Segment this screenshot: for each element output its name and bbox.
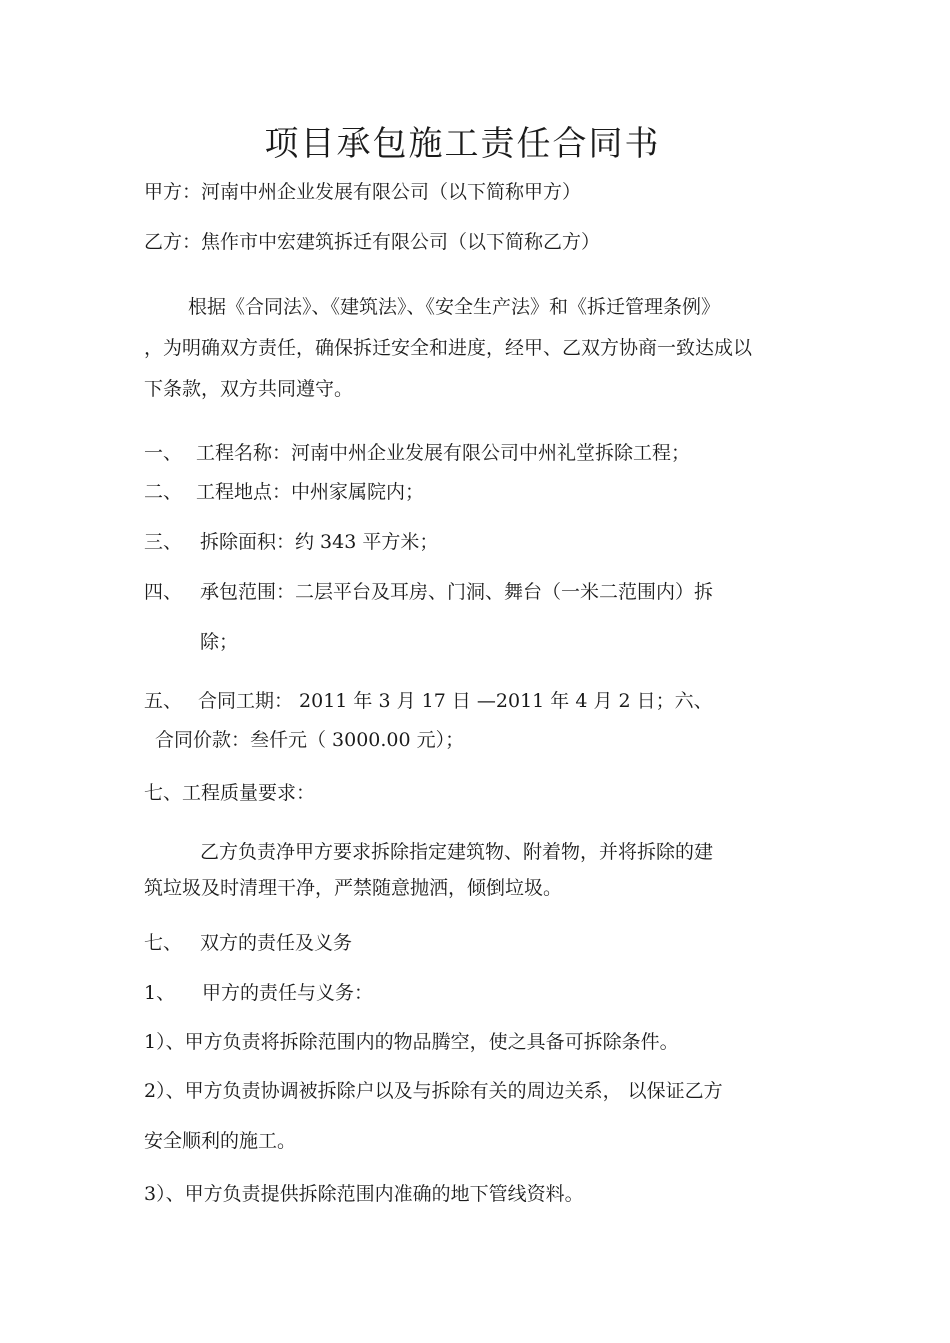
item-text-demolition-area: 拆除面积：约 343 平方米；	[200, 531, 439, 553]
quality-text-line-2: 筑垃圾及时清理干净，严禁随意抛洒，倾倒垃圾。	[144, 877, 563, 899]
party-a-line: 甲方：河南中州企业发展有限公司（以下简称甲方）	[144, 181, 582, 203]
item-text-contract-period: 合同工期： 2011 年 3 月 17 日 —2011 年 4 月 2 日；六、	[198, 690, 713, 712]
item-text-project-location: 工程地点：中州家属院内；	[196, 481, 425, 503]
quality-heading: 七、工程质量要求：	[144, 782, 316, 804]
quality-text-line-1: 乙方负责净甲方要求拆除指定建筑物、附着物，并将拆除的建	[200, 841, 714, 863]
item-number: 二、	[144, 481, 183, 503]
document-title: 项目承包施工责任合同书	[264, 124, 661, 164]
duty-item-1: 1）、甲方负责将拆除范围内的物品腾空，使之具备可拆除条件。	[144, 1031, 679, 1053]
item-number: 三、	[144, 531, 183, 553]
item-text-project-name: 工程名称：河南中州企业发展有限公司中州礼堂拆除工程；	[196, 442, 691, 464]
duties-heading-number: 七、	[144, 932, 183, 954]
item-text-contract-scope: 承包范围：二层平台及耳房、门洞、舞台（一米二范围内）拆	[200, 581, 714, 603]
duty-item-2: 2）、甲方负责协调被拆除户以及与拆除有关的周边关系， 以保证乙方	[144, 1080, 723, 1102]
item-text-contract-scope-cont: 除；	[200, 631, 239, 653]
party-b-line: 乙方：焦作市中宏建筑拆迁有限公司（以下简称乙方）	[144, 231, 601, 253]
duties-heading: 双方的责任及义务	[200, 932, 353, 954]
duties-sub-heading: 甲方的责任与义务：	[202, 982, 374, 1004]
preamble-line-3: 下条款，双方共同遵守。	[144, 378, 354, 400]
item-text-contract-price: 合同价款：叁仟元（ 3000.00 元）；	[155, 729, 465, 751]
duties-sub-number: 1、	[144, 982, 176, 1004]
preamble-line-1: 根据《合同法》、《建筑法》、《安全生产法》和《拆迁管理条例》	[188, 296, 721, 318]
duty-item-2-cont: 安全顺利的施工。	[144, 1130, 297, 1152]
item-number: 五、	[144, 690, 183, 712]
duty-item-3: 3）、甲方负责提供拆除范围内准确的地下管线资料。	[144, 1183, 584, 1205]
item-number: 一、	[144, 442, 183, 464]
preamble-line-2: ，为明确双方责任，确保拆迁安全和进度，经甲、乙双方协商一致达成以	[144, 337, 753, 359]
item-number: 四、	[144, 581, 183, 603]
